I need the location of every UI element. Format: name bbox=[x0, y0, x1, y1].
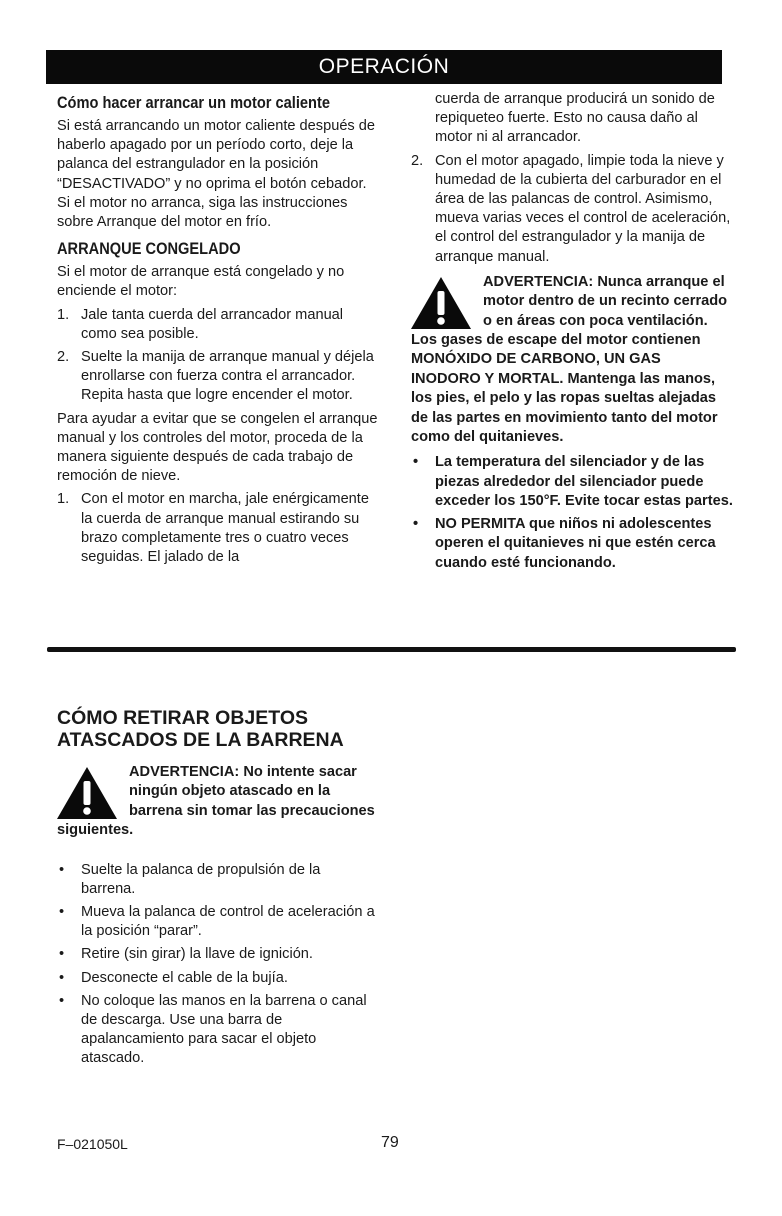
auger-bullets bbox=[57, 861, 377, 1069]
frozen-steps-list bbox=[57, 306, 382, 406]
list-item bbox=[411, 515, 733, 573]
hot-start-heading: Cómo hacer arrancar un motor caliente bbox=[57, 93, 330, 112]
list-item bbox=[411, 152, 733, 267]
prevention-steps-list bbox=[57, 490, 382, 567]
bullet-icon: • bbox=[413, 454, 419, 471]
step-text: Con el motor apagado, limpie toda la nieve y humedad de la cubierta del carburador en el área de las palancas de control. Asimismo, mueva varias veces el control de aceleración, el control del estrangulador y la manija de arranque manual. bbox=[435, 152, 731, 265]
bullet-text: No coloque las manos en la barrena o canal de descarga. Use una barra de apalancamiento para sacar el objeto atascado. bbox=[81, 992, 367, 1067]
right-column bbox=[411, 90, 733, 577]
page-number: 79 bbox=[381, 1134, 399, 1151]
auger-section bbox=[57, 707, 377, 1073]
bullet-text: Mueva la palanca de control de aceleración a la posición “parar”. bbox=[81, 904, 375, 940]
step-number: 2. bbox=[57, 349, 70, 366]
list-item bbox=[57, 903, 377, 941]
warning-text: ADVERTENCIA: Nunca arranque el motor dentro de un recinto cerrado o en áreas con poca ventilación. Los gases de escape del motor contienen MONÓXIDO DE CARBONO, UN GAS INODORO Y MORTAL. Mantenga las manos, los pies, el pelo y las ropas sueltas alejadas de las partes en movimiento tanto del motor como del quitanieves. bbox=[411, 273, 728, 446]
right-steps-list bbox=[411, 152, 733, 267]
exhaust-warning bbox=[411, 273, 733, 448]
bullet-icon: • bbox=[59, 992, 65, 1009]
frozen-start-heading: ARRANQUE CONGELADO bbox=[57, 239, 241, 259]
document-code: F–021050L bbox=[57, 1136, 128, 1152]
auger-warning bbox=[57, 763, 377, 841]
list-item bbox=[57, 348, 382, 406]
auger-heading: CÓMO RETIRAR OBJETOS ATASCADOS DE LA BARRENA bbox=[57, 707, 344, 751]
continued-text: cuerda de arranque producirá un sonido de repiqueteo fuerte. Esto no causa daño al motor ni al arrancador. bbox=[435, 91, 715, 146]
list-item bbox=[57, 490, 382, 567]
step-number: 2. bbox=[411, 152, 424, 169]
bullet-text: Desconecte el cable de la bujía. bbox=[81, 969, 288, 986]
step-number: 1. bbox=[57, 491, 70, 508]
warning-text: ADVERTENCIA: No intente sacar ningún objeto atascado en la barrena sin tomar las precauciones siguientes. bbox=[57, 764, 375, 839]
warning-triangle-icon bbox=[409, 275, 473, 331]
frozen-start-intro: Si el motor de arranque está congelado y no enciende el motor: bbox=[57, 264, 345, 300]
right-bullets bbox=[411, 453, 733, 572]
hot-start-body: Si está arrancando un motor caliente después de haberlo apagado por un período corto, deje la palanca del estrangulador en la posición “DESACTIVADO” y no oprima el botón cebador. Si el motor no arranca, siga las instrucciones sobre Arranque del motor en frío. bbox=[57, 118, 376, 231]
bullet-text: Retire (sin girar) la llave de ignición. bbox=[81, 946, 313, 963]
list-item bbox=[57, 945, 377, 964]
step-text: Suelte la manija de arranque manual y déjela enrollarse con fuerza contra el arrancador. Repita hasta que logre encender el motor. bbox=[81, 349, 374, 404]
step-text: Jale tanta cuerda del arrancador manual como sea posible. bbox=[81, 306, 344, 342]
section-divider bbox=[47, 647, 736, 652]
prevention-paragraph: Para ayudar a evitar que se congelen el arranque manual y los controles del motor, proceda de la manera siguiente después de cada trabajo de remoción de nieve. bbox=[57, 410, 378, 485]
bullet-text: La temperatura del silenciador y de las piezas alrededor del silenciador puede exceder los 150°F. Evite tocar estas partes. bbox=[435, 454, 733, 509]
bullet-text: Suelte la palanca de propulsión de la barrena. bbox=[81, 861, 321, 897]
bullet-icon: • bbox=[59, 904, 65, 921]
bullet-icon: • bbox=[59, 969, 65, 986]
bullet-icon: • bbox=[59, 946, 65, 963]
warning-triangle-icon bbox=[55, 765, 119, 821]
section-banner: OPERACIÓN bbox=[46, 50, 722, 84]
list-item bbox=[57, 861, 377, 899]
step-number: 1. bbox=[57, 306, 70, 323]
bullet-icon: • bbox=[413, 516, 419, 533]
step-text: Con el motor en marcha, jale enérgicamente la cuerda de arranque manual estirando su brazo completamente tres o cuatro veces seguidas. El jalado de la bbox=[81, 491, 369, 566]
list-item bbox=[57, 992, 377, 1069]
list-item bbox=[57, 306, 382, 344]
bullet-icon: • bbox=[59, 861, 65, 878]
left-column bbox=[57, 92, 382, 571]
list-item bbox=[57, 969, 377, 988]
list-item bbox=[411, 453, 733, 511]
bullet-text: NO PERMITA que niños ni adolescentes operen el quitanieves ni que estén cerca cuando esté funcionando. bbox=[435, 516, 716, 571]
